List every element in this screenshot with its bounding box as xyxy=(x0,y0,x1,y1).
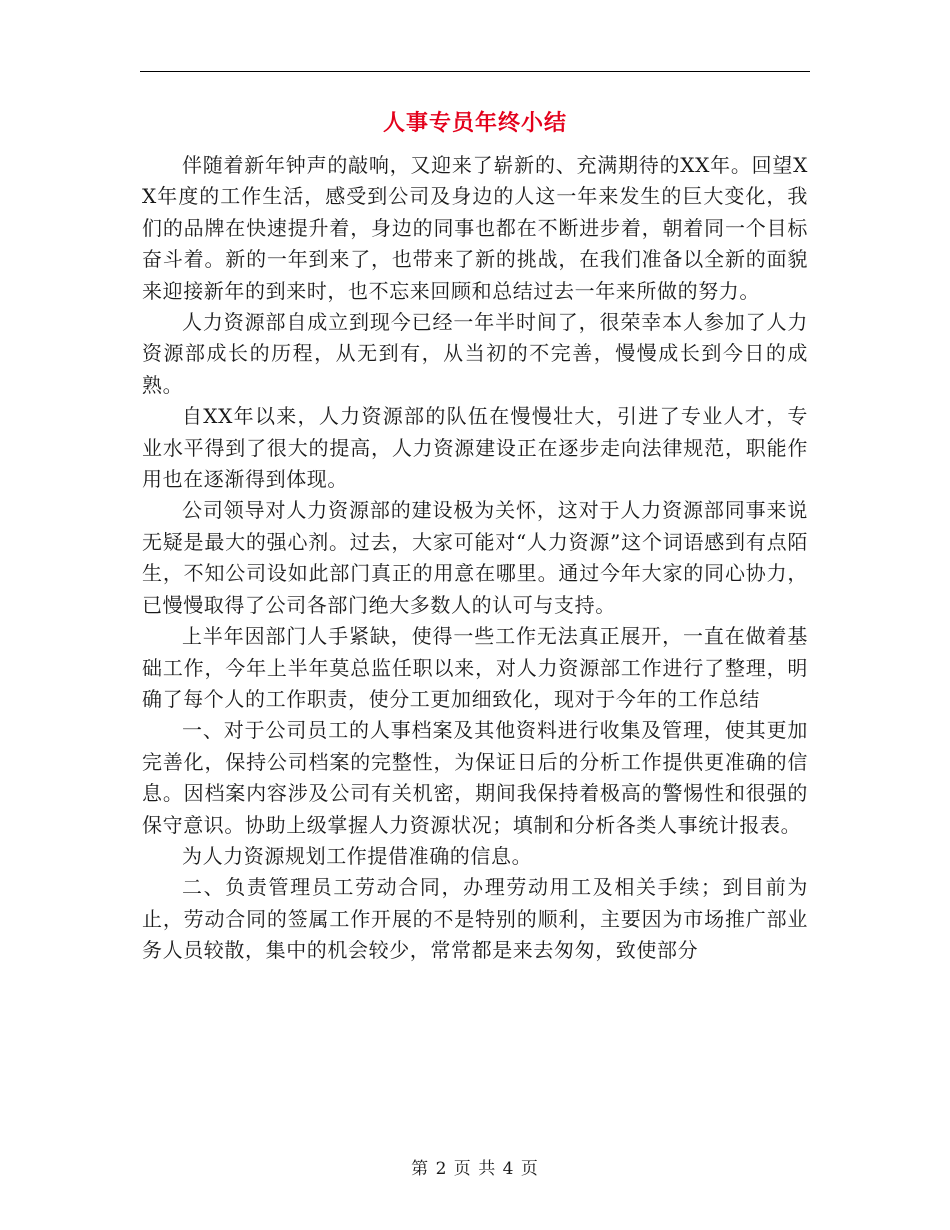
paragraph-5: 上半年因部门人手紧缺，使得一些工作无法真正展开，一直在做着基础工作，今年上半年莫总监任职以来，对人力资源部工作进行了整理，明确了每个人的工作职责，使分工更加细致化，现对于今年的工作总结 xyxy=(142,624,808,711)
paragraph-6: 一、对于公司员工的人事档案及其他资料进行收集及管理，使其更加完善化，保持公司档案的完整性，为保证日后的分析工作提供更准确的信息。因档案内容涉及公司有关机密，期间我保持着极高的警惕性和很强的保守意识。协助上级掌握人力资源状况；填制和分析各类人事统计报表。 xyxy=(142,718,808,837)
document-body xyxy=(142,150,808,967)
paragraph-4: 公司领导对人力资源部的建设极为关怀，这对于人力资源部同事来说无疑是最大的强心剂。过去，大家可能对“人力资源”这个词语感到有点陌生，不知公司设如此部门真正的用意在哪里。通过今年大家的同心协力，已慢慢取得了公司各部门绝大多数人的认可与支持。 xyxy=(142,498,808,617)
paragraph-3: 自XX年以来，人力资源部的队伍在慢慢壮大，引进了专业人才，专业水平得到了很大的提高，人力资源建设正在逐步走向法律规范，职能作用也在逐渐得到体现。 xyxy=(142,404,808,492)
document-title: 人事专员年终小结 xyxy=(382,110,567,136)
paragraph-7: 为人力资源规划工作提借准确的信息。 xyxy=(182,843,533,868)
page-number-footer: 第 2 页 共 4 页 xyxy=(411,1159,539,1179)
paragraph-1: 伴随着新年钟声的敲响，又迎来了崭新的、充满期待的XX年。回望XX年度的工作生活，感受到公司及身边的人这一年来发生的巨大变化，我们的品牌在快速提升着，身边的同事也都在不断进步着，朝着同一个目标奋斗着。新的一年到来了，也带来了新的挑战，在我们准备以全新的面貌来迎接新年的到来时，也不忘来回顾和总结过去一年来所做的努力。 xyxy=(142,153,808,303)
header-rule xyxy=(140,71,810,72)
paragraph-8: 二、负责管理员工劳动合同，办理劳动用工及相关手续；到目前为止，劳动合同的签属工作开展的不是特别的顺利，主要因为市场推广部业务人员较散，集中的机会较少，常常都是来去匆匆，致使部分 xyxy=(142,875,808,963)
paragraph-2: 人力资源部自成立到现今已经一年半时间了，很荣幸本人参加了人力资源部成长的历程，从无到有，从当初的不完善，慢慢成长到今日的成熟。 xyxy=(142,310,808,397)
